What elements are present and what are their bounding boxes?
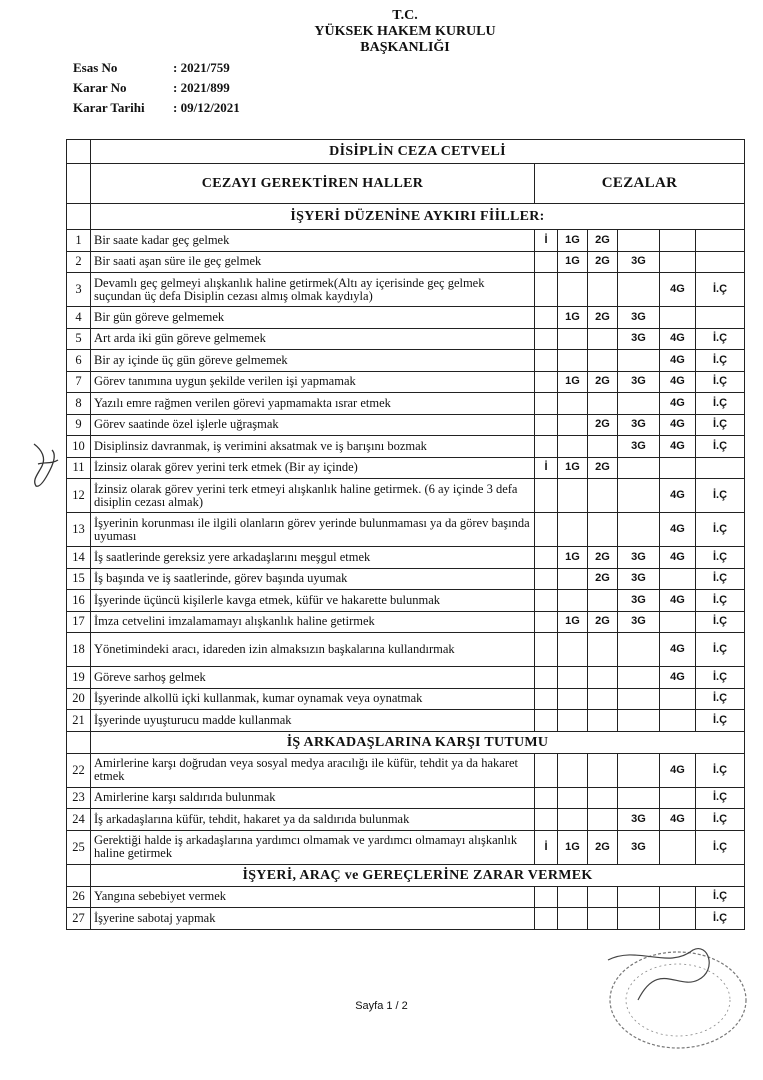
row-number: 7 xyxy=(67,371,91,393)
column-header-offenses: CEZAYI GEREKTİREN HALLER xyxy=(91,164,535,204)
row-number: 12 xyxy=(67,479,91,513)
table-row xyxy=(67,273,745,307)
penalty-cell xyxy=(535,568,558,590)
penalty-cell xyxy=(618,230,660,252)
offense-text: Görev saatinde özel işlerle uğraşmak xyxy=(91,414,535,436)
penalty-cell: 4G xyxy=(660,393,696,415)
section-num-cell xyxy=(67,204,91,230)
penalty-cell: İ.Ç xyxy=(696,886,745,908)
penalty-cell: İ.Ç xyxy=(696,273,745,307)
penalty-cell: 4G xyxy=(660,328,696,350)
penalty-cell xyxy=(535,886,558,908)
penalty-cell: 4G xyxy=(660,590,696,612)
table-title: DİSİPLİN CEZA CETVELİ xyxy=(91,140,745,164)
penalty-cell xyxy=(696,457,745,479)
row-number: 13 xyxy=(67,513,91,547)
penalty-cell xyxy=(558,568,588,590)
offense-text: İşyerinde alkollü içki kullanmak, kumar oynamak veya oynatmak xyxy=(91,688,535,710)
penalty-cell: İ.Ç xyxy=(696,633,745,667)
penalty-cell: 3G xyxy=(618,307,660,329)
section-header-row xyxy=(67,864,745,886)
penalty-cell xyxy=(535,513,558,547)
table-row xyxy=(67,251,745,273)
row-number: 26 xyxy=(67,886,91,908)
penalty-cell xyxy=(535,710,558,732)
table-corner-cell xyxy=(67,140,91,164)
penalty-cell xyxy=(618,350,660,372)
table-row xyxy=(67,830,745,864)
table-row xyxy=(67,688,745,710)
penalty-cell: 3G xyxy=(618,611,660,633)
penalty-cell: 1G xyxy=(558,457,588,479)
penalty-cell xyxy=(535,688,558,710)
meta-value: : 2021/759 xyxy=(173,60,230,75)
offense-text: İşyerinde uyuşturucu madde kullanmak xyxy=(91,710,535,732)
table-header-row xyxy=(67,164,745,204)
penalty-cell xyxy=(588,350,618,372)
table-row xyxy=(67,667,745,689)
penalty-cell: 3G xyxy=(618,568,660,590)
penalty-cell xyxy=(660,787,696,809)
penalty-cell: 3G xyxy=(618,436,660,458)
section-num-cell xyxy=(67,864,91,886)
table-row xyxy=(67,633,745,667)
penalty-cell xyxy=(588,633,618,667)
penalty-cell xyxy=(558,328,588,350)
penalty-cell: 3G xyxy=(618,547,660,569)
section-num-cell xyxy=(67,731,91,753)
penalty-cell xyxy=(588,753,618,787)
penalty-cell xyxy=(558,908,588,930)
penalty-cell: 1G xyxy=(558,547,588,569)
penalty-cell xyxy=(558,393,588,415)
penalty-cell: 4G xyxy=(660,547,696,569)
penalty-cell: 2G xyxy=(588,307,618,329)
penalty-cell xyxy=(618,633,660,667)
penalty-cell xyxy=(535,273,558,307)
row-number: 14 xyxy=(67,547,91,569)
penalty-cell: 2G xyxy=(588,457,618,479)
offense-text: Yazılı emre rağmen verilen görevi yapmamakta ısrar etmek xyxy=(91,393,535,415)
penalty-cell: İ.Ç xyxy=(696,753,745,787)
row-number: 4 xyxy=(67,307,91,329)
table-row xyxy=(67,590,745,612)
penalty-cell xyxy=(535,436,558,458)
penalty-cell: İ.Ç xyxy=(696,590,745,612)
meta-label: Esas No xyxy=(73,60,118,75)
penalty-cell: İ.Ç xyxy=(696,688,745,710)
penalty-cell xyxy=(660,230,696,252)
offense-text: İşyerine sabotaj yapmak xyxy=(91,908,535,930)
table-row xyxy=(67,230,745,252)
penalty-cell xyxy=(588,479,618,513)
penalty-cell: 4G xyxy=(660,350,696,372)
table-row xyxy=(67,710,745,732)
row-number: 23 xyxy=(67,787,91,809)
row-number: 19 xyxy=(67,667,91,689)
penalty-cell xyxy=(618,273,660,307)
penalty-cell: 1G xyxy=(558,830,588,864)
penalty-cell xyxy=(660,611,696,633)
row-number: 10 xyxy=(67,436,91,458)
meta-label: Karar No xyxy=(73,80,127,95)
offense-text: İzinsiz olarak görev yerini terk etmek (Bir ay içinde) xyxy=(91,457,535,479)
meta-label: Karar Tarihi xyxy=(73,100,145,115)
penalty-cell xyxy=(535,393,558,415)
penalty-cell xyxy=(535,753,558,787)
penalty-cell xyxy=(588,393,618,415)
penalty-cell xyxy=(618,393,660,415)
penalty-cell: 3G xyxy=(618,809,660,831)
offense-text: İş arkadaşlarına küfür, tehdit, hakaret ya da saldırıda bulunmak xyxy=(91,809,535,831)
document-header xyxy=(300,8,510,56)
table-row xyxy=(67,886,745,908)
penalty-cell xyxy=(558,436,588,458)
penalty-cell xyxy=(535,611,558,633)
penalty-cell: İ.Ç xyxy=(696,371,745,393)
penalty-cell xyxy=(535,908,558,930)
table-row xyxy=(67,307,745,329)
penalty-cell xyxy=(588,667,618,689)
penalty-cell: İ.Ç xyxy=(696,414,745,436)
header-num-cell xyxy=(67,164,91,204)
offense-text: Bir gün göreve gelmemek xyxy=(91,307,535,329)
discipline-penalty-table xyxy=(66,139,745,930)
handwritten-signature xyxy=(28,440,62,490)
penalty-cell xyxy=(696,307,745,329)
penalty-cell xyxy=(660,886,696,908)
penalty-cell xyxy=(660,710,696,732)
offense-text: Göreve sarhoş gelmek xyxy=(91,667,535,689)
penalty-cell xyxy=(618,787,660,809)
header-line-2: YÜKSEK HAKEM KURULU xyxy=(314,24,496,39)
row-number: 20 xyxy=(67,688,91,710)
penalty-cell: 4G xyxy=(660,436,696,458)
penalty-cell xyxy=(618,688,660,710)
penalty-cell: 2G xyxy=(588,611,618,633)
penalty-cell: İ.Ç xyxy=(696,479,745,513)
table-row xyxy=(67,809,745,831)
penalty-cell: 3G xyxy=(618,414,660,436)
penalty-cell: İ.Ç xyxy=(696,568,745,590)
penalty-cell xyxy=(558,414,588,436)
penalty-cell: İ.Ç xyxy=(696,667,745,689)
penalty-cell xyxy=(558,479,588,513)
penalty-cell xyxy=(618,753,660,787)
column-header-penalties: CEZALAR xyxy=(535,164,745,204)
penalty-cell xyxy=(558,513,588,547)
penalty-cell: 2G xyxy=(588,230,618,252)
penalty-cell xyxy=(588,886,618,908)
offense-text: Devamlı geç gelmeyi alışkanlık haline getirmek(Altı ay içerisinde geç gelmek suçundan üç defa Disiplin cezası almış olmak kaydıyla) xyxy=(91,273,535,307)
offense-text: Yangına sebebiyet vermek xyxy=(91,886,535,908)
penalty-cell xyxy=(618,710,660,732)
penalty-cell: İ.Ç xyxy=(696,393,745,415)
penalty-cell xyxy=(618,513,660,547)
penalty-cell: 4G xyxy=(660,667,696,689)
penalty-cell: İ.Ç xyxy=(696,908,745,930)
penalty-cell xyxy=(588,710,618,732)
penalty-cell: 2G xyxy=(588,371,618,393)
table-row xyxy=(67,908,745,930)
penalty-cell xyxy=(588,809,618,831)
table-row xyxy=(67,547,745,569)
penalty-cell xyxy=(535,547,558,569)
penalty-cell: 4G xyxy=(660,513,696,547)
case-metadata xyxy=(73,58,240,118)
row-number: 8 xyxy=(67,393,91,415)
penalty-cell: 4G xyxy=(660,809,696,831)
row-number: 25 xyxy=(67,830,91,864)
row-number: 11 xyxy=(67,457,91,479)
meta-value: : 2021/899 xyxy=(173,80,230,95)
penalty-cell: 2G xyxy=(588,547,618,569)
penalty-cell xyxy=(535,328,558,350)
penalty-cell xyxy=(558,273,588,307)
table-row xyxy=(67,371,745,393)
penalty-cell xyxy=(535,251,558,273)
table-row xyxy=(67,393,745,415)
penalty-cell xyxy=(558,753,588,787)
row-number: 17 xyxy=(67,611,91,633)
penalty-cell xyxy=(558,710,588,732)
meta-value: : 09/12/2021 xyxy=(173,100,240,115)
penalty-cell xyxy=(588,328,618,350)
table-row xyxy=(67,611,745,633)
penalty-cell: 4G xyxy=(660,633,696,667)
table-row xyxy=(67,513,745,547)
penalty-cell xyxy=(535,414,558,436)
penalty-cell: 3G xyxy=(618,830,660,864)
penalty-cell xyxy=(660,307,696,329)
penalty-cell: İ.Ç xyxy=(696,350,745,372)
table-title-row xyxy=(67,140,745,164)
penalty-cell xyxy=(588,908,618,930)
table-row xyxy=(67,457,745,479)
penalty-cell xyxy=(618,457,660,479)
penalty-cell xyxy=(535,809,558,831)
penalty-cell xyxy=(660,457,696,479)
penalty-cell: 4G xyxy=(660,414,696,436)
penalty-cell: 1G xyxy=(558,371,588,393)
table-row xyxy=(67,568,745,590)
penalty-cell xyxy=(618,886,660,908)
penalty-cell xyxy=(588,590,618,612)
penalty-cell: İ.Ç xyxy=(696,710,745,732)
penalty-cell xyxy=(696,251,745,273)
meta-row xyxy=(73,58,240,78)
penalty-cell xyxy=(660,568,696,590)
penalty-cell xyxy=(660,688,696,710)
penalty-cell: 4G xyxy=(660,479,696,513)
offense-text: İş başında ve iş saatlerinde, görev başında uyumak xyxy=(91,568,535,590)
offense-text: İmza cetvelini imzalamamayı alışkanlık haline getirmek xyxy=(91,611,535,633)
offense-text: İzinsiz olarak görev yerini terk etmeyi alışkanlık haline getirmek. (6 ay içinde 3 defa disiplin cezası almak) xyxy=(91,479,535,513)
penalty-cell xyxy=(558,590,588,612)
penalty-cell: 1G xyxy=(558,230,588,252)
offense-text: Bir saati aşan süre ile geç gelmek xyxy=(91,251,535,273)
penalty-cell xyxy=(558,688,588,710)
section-title: İŞ ARKADAŞLARINA KARŞI TUTUMU xyxy=(91,731,745,753)
penalty-cell: 4G xyxy=(660,371,696,393)
penalty-cell: 3G xyxy=(618,590,660,612)
penalty-cell: 2G xyxy=(588,830,618,864)
meta-row xyxy=(73,98,240,118)
row-number: 15 xyxy=(67,568,91,590)
penalty-cell: 4G xyxy=(660,273,696,307)
row-number: 5 xyxy=(67,328,91,350)
penalty-cell xyxy=(558,350,588,372)
offense-text: Bir saate kadar geç gelmek xyxy=(91,230,535,252)
penalty-cell xyxy=(660,908,696,930)
penalty-cell: İ.Ç xyxy=(696,328,745,350)
penalty-cell: İ xyxy=(535,457,558,479)
penalty-cell xyxy=(535,371,558,393)
penalty-cell xyxy=(558,809,588,831)
row-number: 24 xyxy=(67,809,91,831)
penalty-cell xyxy=(618,908,660,930)
official-seal-stamp xyxy=(598,940,748,1050)
penalty-cell: 1G xyxy=(558,307,588,329)
header-line-3: BAŞKANLIĞI xyxy=(360,40,450,55)
penalty-cell: İ.Ç xyxy=(696,436,745,458)
offense-text: Bir ay içinde üç gün göreve gelmemek xyxy=(91,350,535,372)
penalty-cell xyxy=(588,787,618,809)
penalty-cell: İ.Ç xyxy=(696,787,745,809)
section-title: İŞYERİ, ARAÇ ve GEREÇLERİNE ZARAR VERMEK xyxy=(91,864,745,886)
offense-text: Art arda iki gün göreve gelmemek xyxy=(91,328,535,350)
penalty-cell xyxy=(535,667,558,689)
penalty-cell: İ.Ç xyxy=(696,513,745,547)
penalty-cell: 2G xyxy=(588,251,618,273)
page-footer: Sayfa 1 / 2 xyxy=(355,1000,408,1012)
penalty-cell xyxy=(535,350,558,372)
penalty-cell xyxy=(535,479,558,513)
penalty-cell: İ.Ç xyxy=(696,830,745,864)
row-number: 21 xyxy=(67,710,91,732)
row-number: 16 xyxy=(67,590,91,612)
offense-text: İşyerinde üçüncü kişilerle kavga etmek, küfür ve hakarette bulunmak xyxy=(91,590,535,612)
table-row xyxy=(67,787,745,809)
row-number: 18 xyxy=(67,633,91,667)
offense-text: İşyerinin korunması ile ilgili olanların görev yerinde bulunmaması ya da görev başında uyuması xyxy=(91,513,535,547)
penalty-cell xyxy=(618,479,660,513)
section-header-row xyxy=(67,731,745,753)
table-row xyxy=(67,479,745,513)
table-row xyxy=(67,414,745,436)
row-number: 27 xyxy=(67,908,91,930)
penalty-cell xyxy=(660,830,696,864)
penalty-cell xyxy=(558,667,588,689)
offense-text: Görev tanımına uygun şekilde verilen işi yapmamak xyxy=(91,371,535,393)
penalty-cell xyxy=(535,590,558,612)
penalty-cell xyxy=(696,230,745,252)
penalty-cell xyxy=(588,436,618,458)
penalty-cell: İ.Ç xyxy=(696,611,745,633)
row-number: 22 xyxy=(67,753,91,787)
header-line-1: T.C. xyxy=(392,8,418,23)
section-title: İŞYERİ DÜZENİNE AYKIRI FİİLLER: xyxy=(91,204,745,230)
penalty-cell: 1G xyxy=(558,251,588,273)
row-number: 3 xyxy=(67,273,91,307)
table-row xyxy=(67,350,745,372)
penalty-cell xyxy=(618,667,660,689)
penalty-cell: İ.Ç xyxy=(696,809,745,831)
penalty-cell xyxy=(588,273,618,307)
offense-text: İş saatlerinde gereksiz yere arkadaşlarını meşgul etmek xyxy=(91,547,535,569)
table-row xyxy=(67,753,745,787)
penalty-cell: İ xyxy=(535,830,558,864)
table-row xyxy=(67,436,745,458)
penalty-cell: 2G xyxy=(588,568,618,590)
table-row xyxy=(67,328,745,350)
penalty-cell xyxy=(558,787,588,809)
offense-text: Yönetimindeki aracı, idareden izin almaksızın başkalarına kullandırmak xyxy=(91,633,535,667)
penalty-cell xyxy=(558,886,588,908)
penalty-cell: 3G xyxy=(618,328,660,350)
offense-text: Amirlerine karşı saldırıda bulunmak xyxy=(91,787,535,809)
table-body xyxy=(67,140,745,930)
meta-row xyxy=(73,78,240,98)
section-header-row xyxy=(67,204,745,230)
penalty-cell xyxy=(588,688,618,710)
row-number: 1 xyxy=(67,230,91,252)
penalty-cell: 4G xyxy=(660,753,696,787)
penalty-cell xyxy=(535,633,558,667)
offense-text: Disiplinsiz davranmak, iş verimini aksatmak ve iş barışını bozmak xyxy=(91,436,535,458)
penalty-cell: 1G xyxy=(558,611,588,633)
row-number: 2 xyxy=(67,251,91,273)
penalty-cell xyxy=(558,633,588,667)
row-number: 9 xyxy=(67,414,91,436)
penalty-cell: İ.Ç xyxy=(696,547,745,569)
penalty-cell: 2G xyxy=(588,414,618,436)
penalty-cell: 3G xyxy=(618,251,660,273)
penalty-cell: 3G xyxy=(618,371,660,393)
penalty-cell: İ xyxy=(535,230,558,252)
penalty-cell xyxy=(535,307,558,329)
penalty-cell xyxy=(535,787,558,809)
row-number: 6 xyxy=(67,350,91,372)
penalty-cell xyxy=(660,251,696,273)
penalty-cell xyxy=(588,513,618,547)
offense-text: Amirlerine karşı doğrudan veya sosyal medya aracılığı ile küfür, tehdit ya da hakaret etmek xyxy=(91,753,535,787)
offense-text: Gerektiği halde iş arkadaşlarına yardımcı olmamak ve yardımcı olmamayı alışkanlık haline getirmek xyxy=(91,830,535,864)
